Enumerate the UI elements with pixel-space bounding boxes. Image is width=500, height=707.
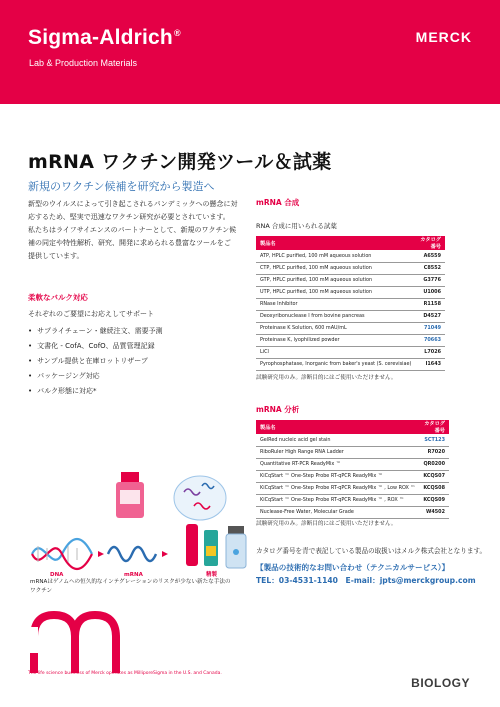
sample-dish-icon [174, 476, 226, 520]
product-name: Proteinase K Solution, 600 mAU/mL [256, 322, 415, 334]
bulk-intro: それぞれのご要望にお応えしてサポート [28, 310, 154, 318]
arrow-icon [162, 551, 168, 557]
dna-label: DNA [50, 572, 64, 578]
purification-tube-icon [186, 524, 218, 566]
bulk-list-item: • 文書化 - CofA、CofO、品質管理記録 [28, 339, 163, 354]
bulk-list-item: • パッケージング対応 [28, 369, 163, 384]
catalog-color-note: カタログ番号を青で表記している製品の取扱いはメルク株式会社となります。 [256, 547, 487, 555]
catalog-number: KCQS07 [419, 470, 449, 482]
table-row [256, 446, 449, 458]
table-row [256, 250, 445, 262]
catalog-number-link[interactable]: SCT123 [419, 434, 449, 446]
caption-line: ワクチン [30, 588, 53, 594]
contact-details[interactable]: TEL：03-4531-1140 E-mail：jpts@merckgroup.com [256, 576, 476, 585]
product-name: RNase Inhibitor [256, 298, 415, 310]
product-name: RiboRuler High Range RNA Ladder [256, 446, 419, 458]
column-header: カタログ番号 [415, 236, 445, 250]
table-row [256, 470, 449, 482]
table-row [256, 434, 449, 446]
catalog-number: QR0200 [419, 458, 449, 470]
illustration-caption [30, 578, 260, 596]
product-name: CTP, HPLC purified, 100 mM aqueous solution [256, 262, 415, 274]
brand-subtitle: Lab & Production Materials [29, 58, 138, 68]
table-header-row [256, 420, 449, 434]
intro-line: 新型のウイルスによって引き起こされるパンデミックへの懸念に対 [28, 200, 238, 208]
catalog-number: L7026 [415, 346, 445, 358]
table-header-row [256, 236, 445, 250]
catalog-number: A6559 [415, 250, 445, 262]
table-row [256, 262, 445, 274]
contact-heading: 【製品の技術的なお問い合わせ（テクニカルサービス）】 [256, 563, 450, 572]
catalog-number: R7020 [419, 446, 449, 458]
research-use-note: 試験研究用のみ。診断目的にはご使用いただけません。 [256, 375, 397, 381]
bulk-list-item: • サプライチェーン・継続注文、需要予測 [28, 324, 163, 339]
catalog-number: R1158 [415, 298, 445, 310]
merck-m-graphic [28, 607, 123, 679]
bulk-list-item: • バルク形態に対応* [28, 384, 163, 399]
intro-paragraph [28, 198, 250, 263]
mrna-synthesis-heading: mRNA 合成 [256, 198, 300, 207]
intro-line: 私たちはライフサイエンスのパートナーとして、新規のワクチン候 [28, 226, 237, 234]
research-use-note: 試験研究用のみ。診断目的にはご使用いただけません。 [256, 521, 397, 527]
vial-icon [226, 526, 246, 568]
catalog-number: KCQS09 [419, 494, 449, 506]
table-row [256, 334, 445, 346]
column-header: 製品名 [256, 420, 419, 434]
table-row [256, 358, 445, 370]
product-name: KiCqStart ™ One-Step Probe RT-qPCR ReadyMix ™ [256, 470, 419, 482]
product-name: Deoxyribonuclease I from bovine pancreas [256, 310, 415, 322]
product-name: UTP, HPLC purified, 100 mM aqueous solution [256, 286, 415, 298]
arrow-icon [98, 551, 104, 557]
mrna-analysis-table [256, 420, 449, 519]
catalog-number: W4502 [419, 506, 449, 518]
biology-label: BIOLOGY [411, 676, 470, 690]
footnote: The life science business of Merck operates as MilliporeSigma in the U.S. and Canada. [28, 671, 222, 676]
page-subtitle: 新規のワクチン候補を研究から製造へ [28, 180, 215, 193]
catalog-number: U1006 [415, 286, 445, 298]
page-title: mRNA ワクチン開発ツール＆試薬 [28, 151, 332, 173]
mrna-analysis-heading: mRNA 分析 [256, 405, 300, 414]
product-name: Proteinase K, lyophilized powder [256, 334, 415, 346]
intro-line: 補の同定や特性解析、研究、開発に求められる豊富なツールをご [28, 239, 231, 247]
column-header: 製品名 [256, 236, 415, 250]
table-row [256, 286, 445, 298]
caption-line: mRNAはゲノムへの恒久的なインテグレーションのリスクが少ない新たな手法の [30, 579, 231, 585]
intro-line: 提供しています。 [28, 252, 84, 260]
brand-name: Sigma-Aldrich® [28, 26, 181, 49]
table-row [256, 482, 449, 494]
bulk-list-item: • サンプル提供と在庫ロットリザーブ [28, 354, 163, 369]
intro-line: 応するため、堅実で迅速なワクチン研究が必要とされています。 [28, 213, 230, 221]
product-name: Pyrophosphatase, Inorganic from baker's yeast (S. cerevisiae) [256, 358, 415, 370]
catalog-number: KCQS08 [419, 482, 449, 494]
bulk-list [28, 324, 163, 399]
merck-logo: MERCK [415, 29, 472, 45]
table-row [256, 494, 449, 506]
header-banner [0, 0, 500, 104]
catalog-number-link[interactable]: 71049 [415, 322, 445, 334]
reagent-bottle-icon [116, 472, 144, 518]
product-name: LiCl [256, 346, 415, 358]
catalog-number: C8552 [415, 262, 445, 274]
catalog-number: D4527 [415, 310, 445, 322]
table-row [256, 506, 449, 518]
mrna-label: mRNA [124, 572, 143, 578]
catalog-number: I1643 [415, 358, 445, 370]
catalog-number: G3776 [415, 274, 445, 286]
table-row [256, 298, 445, 310]
table-row [256, 346, 445, 358]
purification-label: 精製 [206, 572, 218, 578]
catalog-number-link[interactable]: 70663 [415, 334, 445, 346]
vaccine-illustration [20, 458, 258, 593]
table-row [256, 458, 449, 470]
table-row [256, 310, 445, 322]
product-name: Nuclease-Free Water, Molecular Grade [256, 506, 419, 518]
product-name: GTP, HPLC purified, 100 mM aqueous solution [256, 274, 415, 286]
product-name: KiCqStart ™ One-Step Probe RT-qPCR ReadyMix ™ , Low ROX ™ [256, 482, 419, 494]
table-row [256, 274, 445, 286]
mrna-strand-icon [108, 547, 156, 561]
product-name: GelRed nucleic acid gel stain [256, 434, 419, 446]
product-name: ATP, HPLC purified, 100 mM aqueous solution [256, 250, 415, 262]
bulk-heading: 柔軟なバルク対応 [28, 293, 88, 302]
mrna-synthesis-subtitle: RNA 合成に用いられる試薬 [256, 222, 337, 230]
table-row [256, 322, 445, 334]
dna-helix-icon [32, 539, 92, 569]
mrna-synthesis-table [256, 236, 445, 371]
product-name: Quantitative RT-PCR ReadyMix ™ [256, 458, 419, 470]
column-header: カタログ番号 [419, 420, 449, 434]
product-name: KiCqStart ™ One-Step Probe RT-qPCR ReadyMix ™ , ROX ™ [256, 494, 419, 506]
